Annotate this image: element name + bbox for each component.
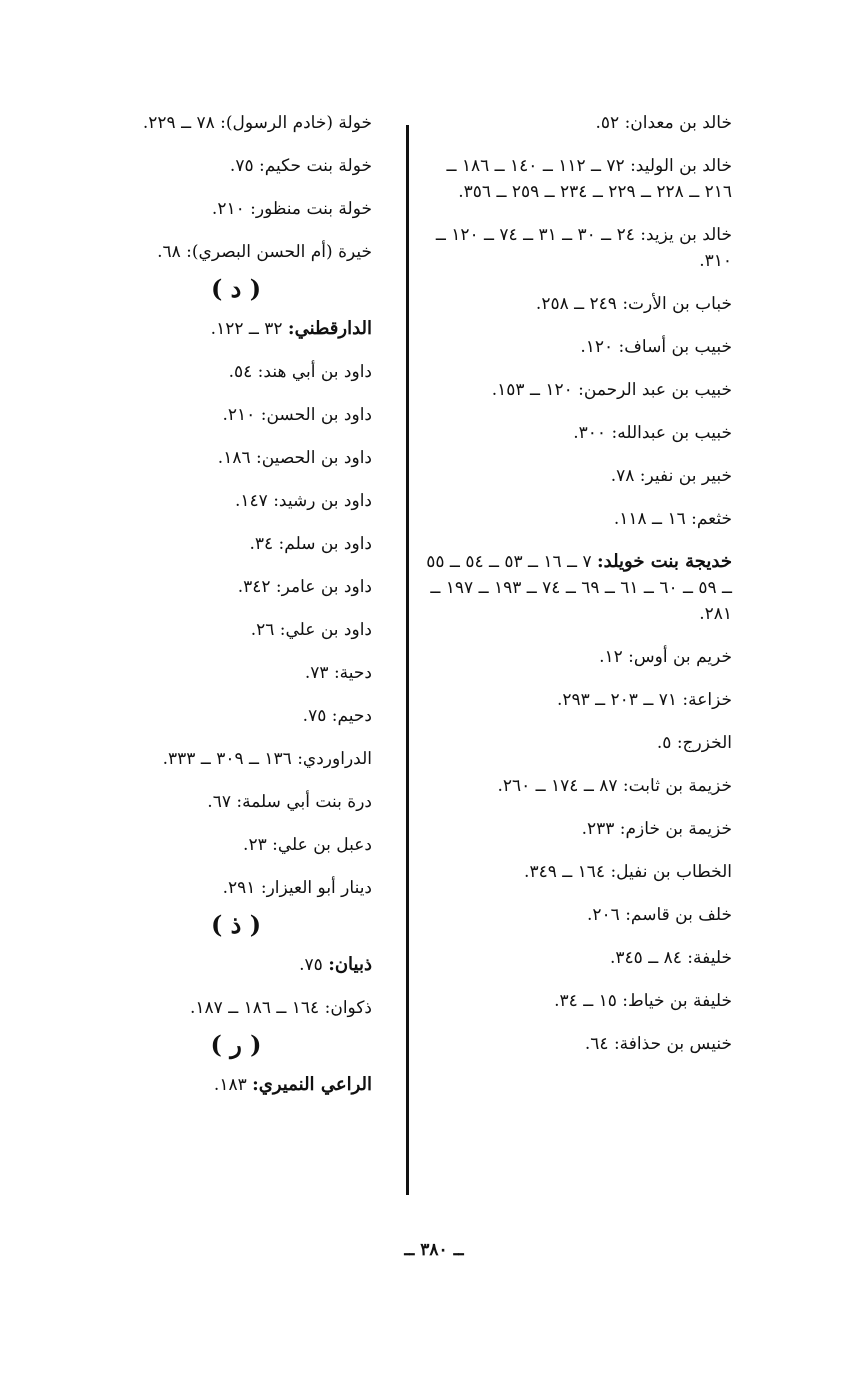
entry-pages: ٧٥. — [299, 955, 323, 975]
index-entry — [420, 291, 732, 317]
entry-name: خولة بنت منظور: — [250, 199, 372, 219]
entry-name: خالد بن يزيد: — [640, 225, 732, 245]
index-entry — [100, 660, 372, 686]
index-entry — [100, 316, 372, 342]
entry-name: دحية: — [333, 663, 372, 683]
entry-name: درة بنت أبي سلمة: — [236, 792, 372, 812]
entry-pages: ٣٤. — [249, 534, 274, 554]
entry-name: الدراوردي: — [297, 749, 372, 769]
entry-name: خالد بن الوليد: — [630, 156, 732, 176]
index-entry — [100, 1072, 372, 1098]
entry-pages: ١٥ ــ ٣٤. — [554, 991, 617, 1011]
entry-pages: ٧٨. — [610, 466, 635, 486]
entry-name: داود بن علي: — [279, 620, 372, 640]
index-entry — [420, 549, 732, 627]
entry-pages: ٨٤ ــ ٣٤٥. — [610, 948, 682, 968]
entry-pages: ١٢. — [599, 647, 623, 667]
index-entry — [100, 239, 372, 265]
entry-name: خثعم: — [691, 509, 732, 529]
entry-name: خزاعة: — [682, 690, 732, 710]
entry-pages: ١٢٠ ــ ١٥٣. — [491, 380, 573, 400]
index-entry — [100, 952, 372, 978]
entry-name: خديجة بنت خويلد: — [597, 551, 732, 572]
entry-name: خريم بن أوس: — [628, 647, 732, 667]
entry-name: خبيب بن أساف: — [618, 337, 732, 357]
entry-pages: ٣٠٠. — [573, 423, 607, 443]
entry-pages: ٢٣٣. — [581, 819, 615, 839]
section-heading: ( ر ) — [210, 1030, 262, 1059]
entry-name: خزيمة بن ثابت: — [622, 776, 732, 796]
page-number: ــ ٣٨٠ ــ — [404, 1240, 464, 1260]
entry-pages: ٢٩١. — [222, 878, 256, 898]
entry-pages: ٣٤٢. — [237, 577, 271, 597]
entry-pages: ٧٢ ــ ١١٢ ــ ١٤٠ ــ ١٨٦ ــ ٢١٦ ــ ٢٢٨ ــ ٢٢٩ ــ ٢٣٤ ــ ٢٥٩ ــ ٣٥٦. — [446, 156, 732, 202]
section-heading: ( ذ ) — [210, 910, 262, 939]
entry-name: داود بن الحسن: — [260, 405, 372, 425]
index-entry — [420, 773, 732, 799]
entry-pages: ٢١٠. — [211, 199, 245, 219]
entry-pages: ٣٢ ــ ١٢٢. — [210, 319, 283, 339]
entry-name: خبيب بن عبد الرحمن: — [578, 380, 732, 400]
entry-name: خزيمة بن خازم: — [619, 819, 732, 839]
entry-pages: ٢٣. — [243, 835, 267, 855]
entry-name: خنيس بن حذافة: — [613, 1034, 732, 1054]
entry-pages: ٢٦. — [250, 620, 275, 640]
index-entry — [420, 816, 732, 842]
index-entry — [100, 574, 372, 600]
entry-pages: ٧٣. — [304, 663, 329, 683]
index-entry — [100, 488, 372, 514]
entry-pages: ١٤٧. — [234, 491, 268, 511]
index-entry — [420, 945, 732, 971]
index-entry — [420, 644, 732, 670]
index-entry — [100, 832, 372, 858]
entry-pages: ١٦٤ ــ ١٨٦ ــ ١٨٧. — [190, 998, 320, 1018]
entry-name: خباب بن الأرت: — [622, 294, 732, 314]
index-entry — [420, 110, 732, 136]
entry-pages: ١٨٣. — [213, 1075, 247, 1095]
entry-pages: ٧٥. — [229, 156, 254, 176]
entry-name: خلف بن قاسم: — [625, 905, 732, 925]
entry-pages: ٧١ ــ ٢٠٣ ــ ٢٩٣. — [556, 690, 677, 710]
entry-name: داود بن الحصين: — [256, 448, 372, 468]
entry-name: خليفة: — [687, 948, 732, 968]
entry-name: الخطاب بن نفيل: — [610, 862, 732, 882]
index-entry — [100, 531, 372, 557]
entry-pages: ٧٥. — [302, 706, 327, 726]
entry-pages: ٢٤٩ ــ ٢٥٨. — [535, 294, 617, 314]
entry-pages: ٥. — [656, 733, 672, 753]
entry-name: خبير بن نفير: — [639, 466, 732, 486]
entry-pages: ٧ ــ ١٦ ــ ٥٣ ــ ٥٤ ــ ٥٥ ــ ٥٩ ــ ٦٠ ــ ٦١ ــ ٦٩ ــ ٧٤ ــ ١٩٣ ــ ١٩٧ ــ ٢٨١. — [426, 552, 732, 624]
entry-name: خولة (خادم الرسول): — [220, 113, 372, 133]
entry-pages: ٢١٠. — [222, 405, 256, 425]
entry-name: خيرة (أم الحسن البصري): — [186, 242, 372, 262]
column-divider — [406, 125, 409, 1195]
index-entry — [420, 902, 732, 928]
entry-pages: ٧٨ ــ ٢٢٩. — [142, 113, 215, 133]
index-entry — [100, 153, 372, 179]
right-column — [420, 110, 732, 1074]
index-entry — [420, 988, 732, 1014]
index-entry — [100, 995, 372, 1021]
entry-name: الخزرج: — [676, 733, 732, 753]
entry-pages: ٨٧ ــ ١٧٤ ــ ٢٦٠. — [497, 776, 618, 796]
entry-name: داود بن أبي هند: — [257, 362, 372, 382]
entry-name: ذكوان: — [324, 998, 372, 1018]
entry-pages: ٦٨. — [157, 242, 181, 262]
index-entry — [420, 859, 732, 885]
index-entry — [100, 789, 372, 815]
index-entry — [100, 875, 372, 901]
entry-name: دحيم: — [331, 706, 372, 726]
index-entry — [420, 222, 732, 274]
index-entry — [420, 1031, 732, 1057]
entry-pages: ٥٢. — [595, 113, 620, 133]
entry-name: خالد بن معدان: — [624, 113, 732, 133]
index-entry — [100, 110, 372, 136]
entry-pages: ١٢٠. — [580, 337, 614, 357]
entry-pages: ٦٧. — [207, 792, 231, 812]
section-heading: ( د ) — [210, 274, 262, 303]
index-entry — [100, 445, 372, 471]
entry-name: ذبيان: — [328, 954, 372, 975]
entry-name: خولة بنت حكيم: — [258, 156, 372, 176]
entry-name: داود بن عامر: — [275, 577, 372, 597]
entry-name: داود بن سلم: — [278, 534, 372, 554]
entry-name: دينار أبو العيزار: — [260, 878, 372, 898]
index-entry — [100, 359, 372, 385]
left-column — [100, 110, 372, 1115]
entry-pages: ١٦٤ ــ ٣٤٩. — [524, 862, 606, 882]
index-entry — [100, 746, 372, 772]
index-entry — [420, 334, 732, 360]
entry-name: داود بن رشيد: — [273, 491, 372, 511]
entry-name: الدارقطني: — [287, 318, 372, 339]
entry-pages: ٦٤. — [584, 1034, 609, 1054]
index-entry — [100, 617, 372, 643]
entry-name: الراعي النميري: — [252, 1074, 372, 1095]
index-entry — [420, 506, 732, 532]
entry-pages: ١٦ ــ ١١٨. — [613, 509, 686, 529]
entry-name: دعبل بن علي: — [272, 835, 372, 855]
index-entry — [100, 703, 372, 729]
entry-pages: ١٣٦ ــ ٣٠٩ ــ ٣٣٣. — [162, 749, 292, 769]
index-entry — [420, 463, 732, 489]
index-entry — [100, 402, 372, 428]
entry-pages: ٢٠٦. — [586, 905, 620, 925]
entry-pages: ١٨٦. — [217, 448, 251, 468]
entry-pages: ٥٤. — [228, 362, 253, 382]
entry-pages: ٢٤ ــ ٣٠ ــ ٣١ ــ ٧٤ ــ ١٢٠ ــ ٣١٠. — [435, 225, 732, 271]
index-entry — [420, 153, 732, 205]
index-entry — [420, 420, 732, 446]
index-entry — [100, 196, 372, 222]
entry-name: خليفة بن خياط: — [622, 991, 732, 1011]
index-entry — [420, 730, 732, 756]
entry-name: خبيب بن عبدالله: — [611, 423, 732, 443]
index-entry — [420, 377, 732, 403]
index-entry — [420, 687, 732, 713]
